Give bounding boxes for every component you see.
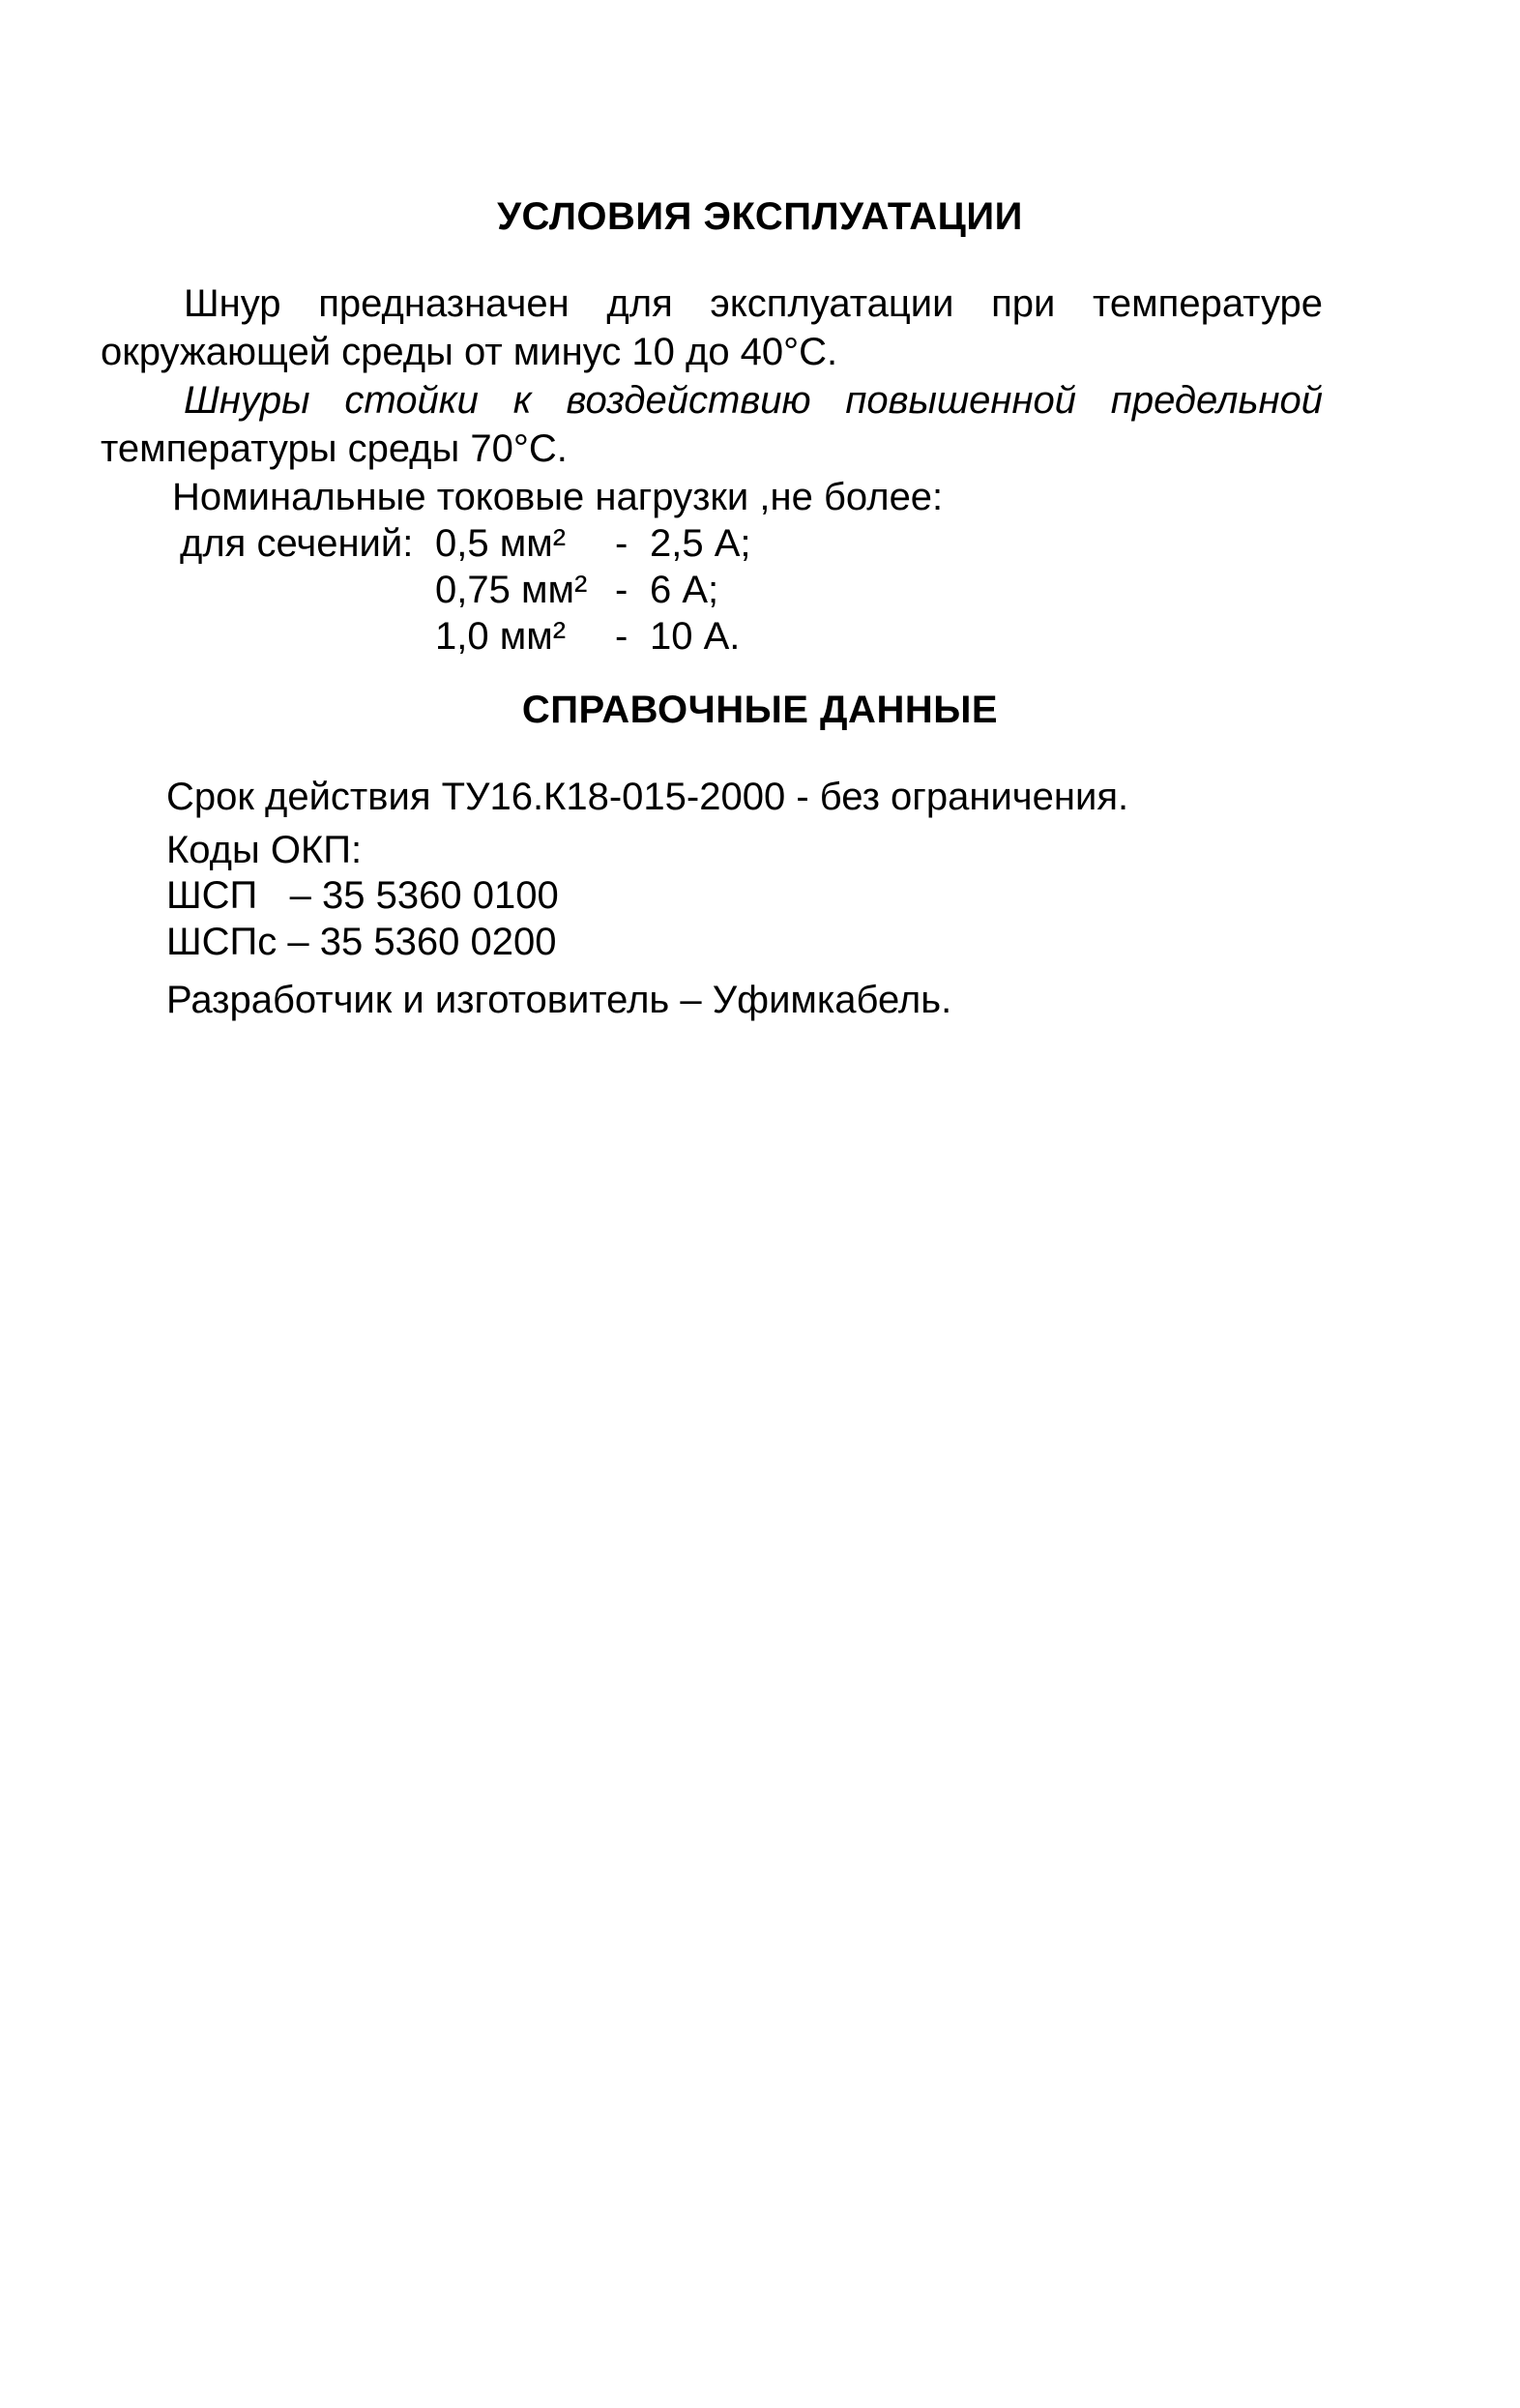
validity-statement: Срок действия ТУ16.К18-015-2000 - без ограничения. (166, 776, 1129, 818)
load-dash: - (615, 522, 628, 565)
load-current-value: 10 А. (650, 615, 741, 658)
okp-code-shsps: ШСПс – 35 5360 0200 (166, 921, 557, 963)
current-loads-intro: Номинальные токовые нагрузки ,не более: (172, 476, 944, 518)
load-section-value: 0,5 мм² (435, 522, 567, 565)
load-current-value: 6 А; (650, 569, 719, 611)
load-section-value: 0,75 мм² (435, 569, 588, 611)
paragraph-purpose-line-2: окружающей среды от минус 10 до 40°С. (101, 331, 838, 373)
paragraph-heat-resistance-line-2: температуры среды 70°С. (101, 427, 568, 470)
paragraph-purpose-line-1: Шнур предназначен для эксплуатации при температуре (184, 282, 1323, 325)
heading-reference-data: СПРАВОЧНЫЕ ДАННЫЕ (521, 689, 999, 731)
load-current-value: 2,5 А; (650, 522, 751, 565)
load-dash: - (615, 569, 628, 611)
okp-code-shsp: ШСП – 35 5360 0100 (166, 874, 559, 917)
heading-operating-conditions: УСЛОВИЯ ЭКСПЛУАТАЦИИ (497, 195, 1023, 238)
paragraph-heat-resistance-line-1: Шнуры стойки к воздействию повышенной предельной (184, 379, 1323, 422)
load-section-value: 1,0 мм² (435, 615, 567, 658)
developer-statement: Разработчик и изготовитель – Уфимкабель. (166, 979, 952, 1021)
sections-label: для сечений: (180, 522, 414, 565)
okp-codes-label: Коды ОКП: (166, 829, 363, 871)
load-dash: - (615, 615, 628, 658)
